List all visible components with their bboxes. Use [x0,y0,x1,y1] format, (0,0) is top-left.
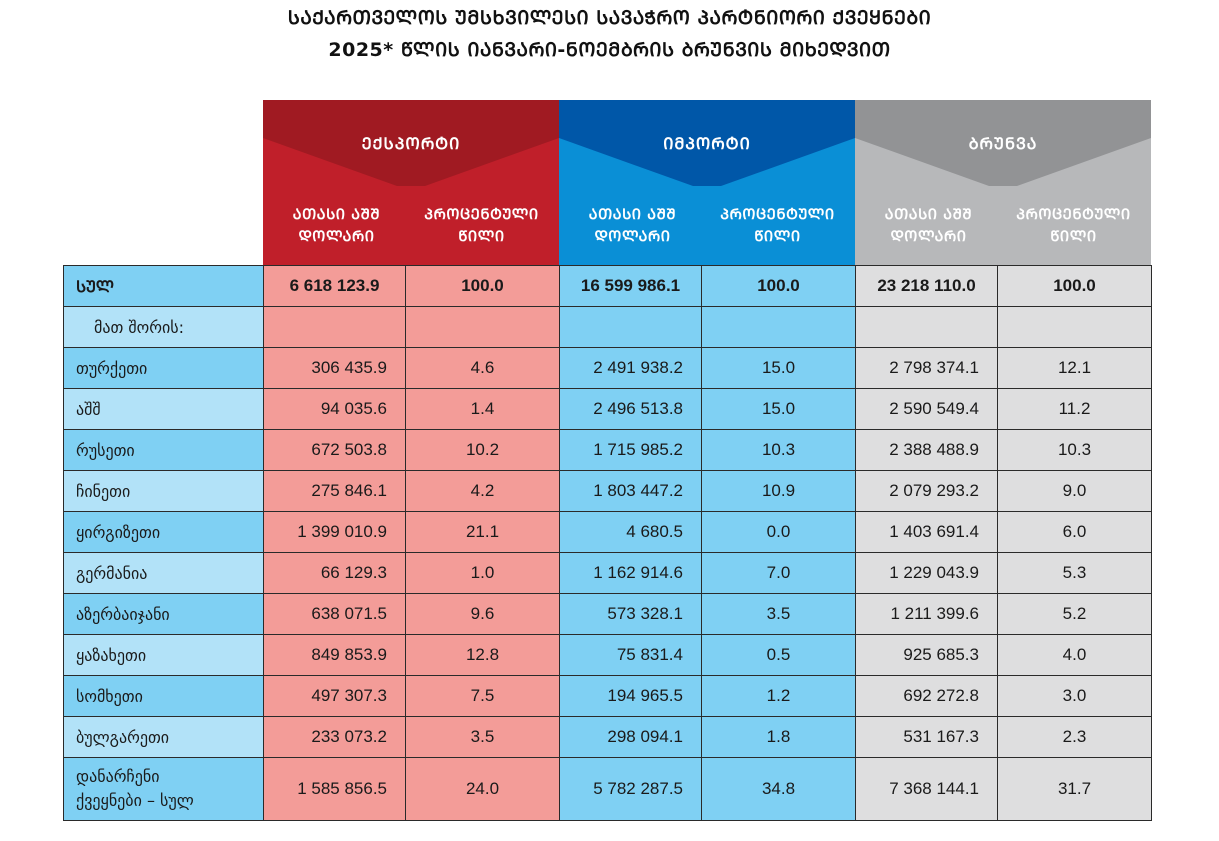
import-header [559,100,855,265]
export-percent-cell [406,307,560,348]
export-percent-cell: 3.5 [406,717,560,758]
country-name-cell: აშშ [64,389,264,430]
export-usd-cell: 306 435.9 [264,348,406,389]
import-usd-header: ᲐᲗᲐᲡᲘ ᲐᲨᲨ ᲓᲝᲚᲐᲠᲘ [588,207,677,245]
import-percent-header: ᲞᲠᲝᲪᲔᲜᲢᲣᲚᲘ ᲬᲘᲚᲘ [720,207,835,245]
turnover-usd-cell: 23 218 110.0 [856,266,998,307]
export-percent-cell: 1.4 [406,389,560,430]
turnover-usd-cell: 1 229 043.9 [856,553,998,594]
turnover-percent-header: ᲞᲠᲝᲪᲔᲜᲢᲣᲚᲘ ᲬᲘᲚᲘ [1016,207,1131,245]
import-usd-cell: 16 599 986.1 [560,266,702,307]
export-percent-cell: 9.6 [406,594,560,635]
import-percent-cell: 34.8 [702,758,856,821]
turnover-usd-cell: 2 388 488.9 [856,430,998,471]
table-row [64,635,1152,676]
country-name-cell: რუსეთი [64,430,264,471]
import-usd-cell: 194 965.5 [560,676,702,717]
export-usd-cell: 1 585 856.5 [264,758,406,821]
export-usd-cell: 672 503.8 [264,430,406,471]
import-usd-cell: 1 803 447.2 [560,471,702,512]
import-usd-cell: 2 496 513.8 [560,389,702,430]
country-name-cell: თურქეთი [64,348,264,389]
import-percent-cell: 0.5 [702,635,856,676]
turnover-percent-cell: 31.7 [998,758,1152,821]
import-percent-cell: 7.0 [702,553,856,594]
export-percent-cell: 12.8 [406,635,560,676]
import-usd-cell: 1 715 985.2 [560,430,702,471]
import-header-title: ᲘᲛᲞᲝᲠᲢᲘ [663,134,751,153]
table-row [64,471,1152,512]
table-row [64,348,1152,389]
export-usd-header: ᲐᲗᲐᲡᲘ ᲐᲨᲨ ᲓᲝᲚᲐᲠᲘ [292,207,381,245]
turnover-usd-cell: 531 167.3 [856,717,998,758]
turnover-percent-cell: 9.0 [998,471,1152,512]
table-row [64,758,1152,821]
import-percent-cell: 0.0 [702,512,856,553]
turnover-percent-cell: 5.2 [998,594,1152,635]
import-percent-cell: 10.9 [702,471,856,512]
import-usd-cell: 75 831.4 [560,635,702,676]
turnover-header [855,100,1151,265]
table-row [64,553,1152,594]
turnover-percent-cell: 2.3 [998,717,1152,758]
export-percent-cell: 100.0 [406,266,560,307]
export-usd-cell: 497 307.3 [264,676,406,717]
turnover-usd-cell: 1 211 399.6 [856,594,998,635]
export-percent-cell: 10.2 [406,430,560,471]
page-title: ᲡᲐᲥᲐᲠᲗᲕᲔᲚᲝᲡ ᲣᲛᲡᲮᲕᲘᲚᲔᲡᲘ ᲡᲐᲕᲐᲭᲠᲝ ᲞᲐᲠᲢᲜᲘᲝᲠᲘ ᲥᲕᲔᲧᲜᲔᲑᲘ [287,7,932,29]
trade-partners-table [63,265,1152,821]
export-usd-cell: 6 618 123.9 [264,266,406,307]
import-percent-cell [702,307,856,348]
turnover-usd-cell: 925 685.3 [856,635,998,676]
turnover-usd-cell: 2 798 374.1 [856,348,998,389]
export-usd-cell: 1 399 010.9 [264,512,406,553]
turnover-usd-cell: 7 368 144.1 [856,758,998,821]
table-row [64,512,1152,553]
export-percent-cell: 1.0 [406,553,560,594]
table-row [64,594,1152,635]
country-name-cell: ყირგიზეთი [64,512,264,553]
import-percent-cell: 1.8 [702,717,856,758]
turnover-percent-cell: 5.3 [998,553,1152,594]
import-usd-cell [560,307,702,348]
import-percent-cell: 15.0 [702,389,856,430]
import-percent-cell: 100.0 [702,266,856,307]
export-percent-cell: 24.0 [406,758,560,821]
export-usd-cell: 233 073.2 [264,717,406,758]
import-usd-cell: 4 680.5 [560,512,702,553]
turnover-usd-header: ᲐᲗᲐᲡᲘ ᲐᲨᲨ ᲓᲝᲚᲐᲠᲘ [884,207,973,245]
turnover-percent-cell [998,307,1152,348]
turnover-percent-cell: 12.1 [998,348,1152,389]
export-usd-cell: 849 853.9 [264,635,406,676]
export-usd-cell [264,307,406,348]
export-usd-cell: 275 846.1 [264,471,406,512]
turnover-percent-cell: 100.0 [998,266,1152,307]
turnover-percent-cell: 3.0 [998,676,1152,717]
export-header-title: ᲔᲥᲡᲞᲝᲠᲢᲘ [361,134,461,153]
country-name-cell: ჩინეთი [64,471,264,512]
import-percent-cell: 15.0 [702,348,856,389]
turnover-usd-cell [856,307,998,348]
country-name-cell: მათ შორის: [64,307,264,348]
table-row [64,430,1152,471]
turnover-percent-cell: 4.0 [998,635,1152,676]
page-subtitle: 2025* ᲬᲚᲘᲡ ᲘᲐᲜᲕᲐᲠᲘ-ᲜᲝᲔᲛᲑᲠᲘᲡ ᲑᲠᲣᲜᲕᲘᲡ ᲛᲘᲮᲔᲓᲕᲘᲗ [328,39,891,61]
table-row [64,307,1152,348]
country-name-cell: ყაზახეთი [64,635,264,676]
table-row [64,266,1152,307]
export-usd-cell: 638 071.5 [264,594,406,635]
import-usd-cell: 573 328.1 [560,594,702,635]
import-usd-cell: 298 094.1 [560,717,702,758]
export-percent-cell: 4.2 [406,471,560,512]
table-row [64,717,1152,758]
turnover-usd-cell: 2 079 293.2 [856,471,998,512]
turnover-usd-cell: 2 590 549.4 [856,389,998,430]
table-row [64,389,1152,430]
turnover-usd-cell: 1 403 691.4 [856,512,998,553]
import-usd-cell: 2 491 938.2 [560,348,702,389]
export-header [263,100,559,265]
import-usd-cell: 5 782 287.5 [560,758,702,821]
export-percent-cell: 7.5 [406,676,560,717]
export-usd-cell: 94 035.6 [264,389,406,430]
export-percent-cell: 21.1 [406,512,560,553]
turnover-percent-cell: 10.3 [998,430,1152,471]
export-percent-header: ᲞᲠᲝᲪᲔᲜᲢᲣᲚᲘ ᲬᲘᲚᲘ [424,207,539,245]
country-name-cell: ᲡᲣᲚ [64,266,264,307]
import-usd-cell: 1 162 914.6 [560,553,702,594]
country-name-cell: სომხეთი [64,676,264,717]
import-percent-cell: 1.2 [702,676,856,717]
country-name-cell: აზერბაიჯანი [64,594,264,635]
country-name-cell: ბულგარეთი [64,717,264,758]
import-percent-cell: 10.3 [702,430,856,471]
country-name-cell: დანარჩენი ქვეყნები – სულ [64,758,264,821]
export-percent-cell: 4.6 [406,348,560,389]
turnover-percent-cell: 11.2 [998,389,1152,430]
table-row [64,676,1152,717]
country-name-cell: გერმანია [64,553,264,594]
import-percent-cell: 3.5 [702,594,856,635]
turnover-usd-cell: 692 272.8 [856,676,998,717]
export-usd-cell: 66 129.3 [264,553,406,594]
turnover-percent-cell: 6.0 [998,512,1152,553]
turnover-header-title: ᲑᲠᲣᲜᲕᲐ [968,134,1038,153]
